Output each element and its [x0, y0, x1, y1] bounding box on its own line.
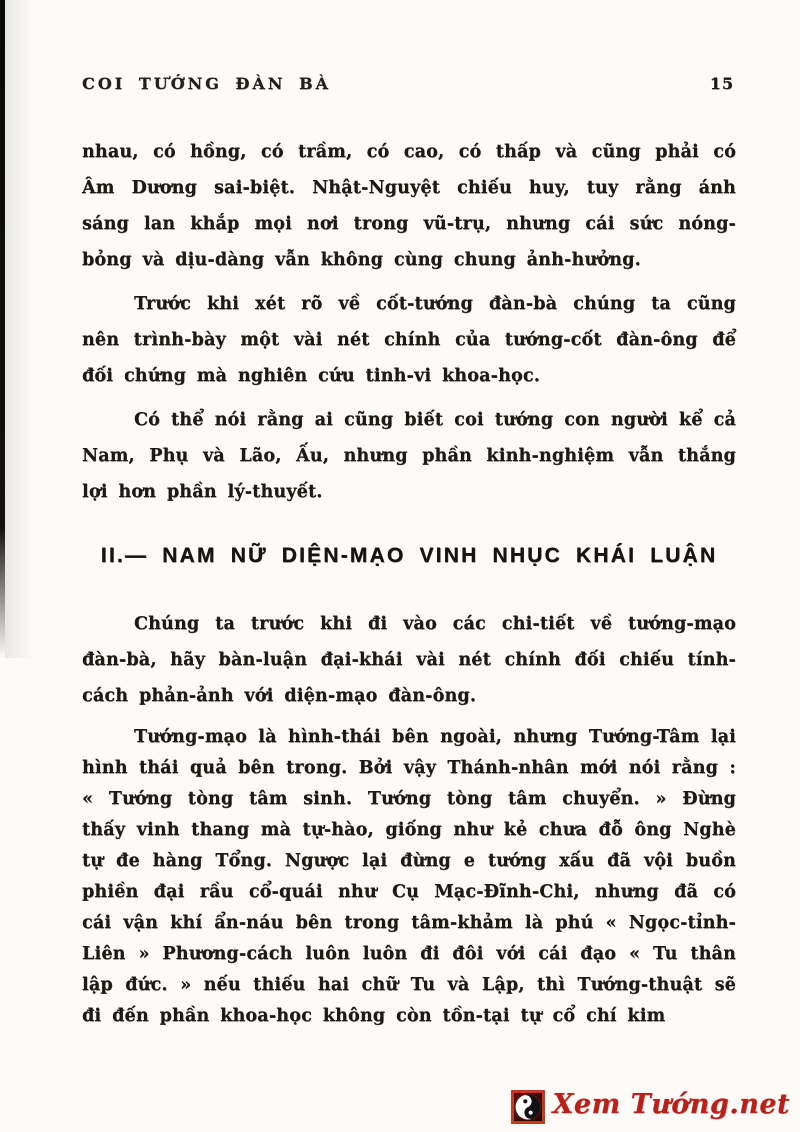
body-paragraph: Tướng-mạo là hình-thái bên ngoài, nhưng Tướng-Tâm lại hình thái quả bên trong. Bởi vậy Thánh-nhân mới nói rằng : « Tướng tòng tâm sinh. Tướng tòng tâm chuyển. » Đừng thấy vinh thang mà tự-hào, giống như kẻ chưa đỗ ông Nghè tự đe hàng Tổng. Ngược lại đừng e tướng xấu đã vội buồn phiền đại rầu cổ-quái như Cụ Mạc-Đĩnh-Chi, nhưng đã có cái vận khí ẩn-náu bên trong tâm-khảm là phú « Ngọc-tỉnh-Liên » Phương-cách luôn luôn đi đôi với cái đạo « Tu thân lập đức. » nếu thiếu hai chữ Tu và Lập, thì Tướng-thuật sẽ đi đến phần khoa-học không còn tồn-tại tự cổ chí kim: [82, 727, 736, 1026]
page-number: 15: [709, 74, 734, 93]
watermark-brand-text: Xem Tướng.net: [552, 1089, 790, 1120]
body-paragraph: Trước khi xét rõ về cốt-tướng đàn-bà chúng ta cũng nên trình-bày một vài nét chính của tướng-cốt đàn-ông để đối chứng mà nghiên cứu tinh-vi khoa-học.: [82, 294, 736, 386]
body-paragraph: Có thể nói rằng ai cũng biết coi tướng con người kể cả Nam, Phụ và Lão, Ấu, nhưng phần kinh-nghiệm vẫn thắng lợi hơn phần lý-thuyết.: [82, 410, 736, 502]
scan-edge-shadow: [5, 0, 39, 658]
section-heading: II.— NAM NỮ DIỆN-MẠO VINH NHỤC KHÁI LUẬN: [100, 544, 718, 567]
xemtuong-watermark: [511, 1089, 790, 1124]
body-paragraph: Chúng ta trước khi đi vào các chi-tiết về tướng-mạo đàn-bà, hãy bàn-luận đại-khái vài nét chính đối chiếu tính-cách phản-ảnh với diện-mạo đàn-ông.: [82, 614, 736, 706]
body-paragraph: nhau, có hồng, có trầm, có cao, có thấp và cũng phải có Âm Dương sai-biệt. Nhật-Nguyệt chiếu huy, tuy rằng ánh sáng lan khắp mọi nơi trong vũ-trụ, nhưng cái sức nóng-bỏng và dịu-dàng vẫn không cùng chung ảnh-hưởng.: [82, 142, 736, 270]
page-body: [82, 134, 736, 1032]
page-header: [0, 0, 800, 96]
running-title: COI TƯỚNG ĐÀN BÀ: [82, 74, 331, 93]
yin-yang-icon: [511, 1090, 545, 1124]
